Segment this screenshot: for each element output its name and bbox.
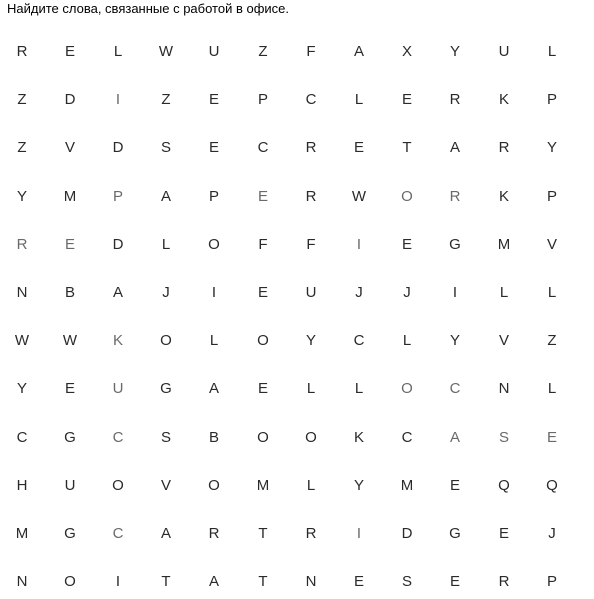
grid-letter[interactable]: C <box>257 139 269 157</box>
grid-letter[interactable]: D <box>64 91 76 109</box>
grid-letter[interactable]: Z <box>547 332 557 350</box>
grid-letter[interactable]: E <box>64 235 75 253</box>
grid-letter[interactable]: E <box>208 139 219 157</box>
grid-letter[interactable]: E <box>401 235 412 253</box>
grid-letter[interactable]: G <box>64 525 76 542</box>
grid-letter[interactable]: N <box>305 573 317 591</box>
grid-letter[interactable]: B <box>64 284 75 301</box>
grid-letter[interactable]: L <box>209 332 219 350</box>
grid-letter[interactable]: E <box>546 428 557 446</box>
grid-letter[interactable]: J <box>548 525 556 542</box>
grid-letter[interactable]: Y <box>353 476 364 494</box>
grid-letter[interactable]: Y <box>546 139 557 157</box>
grid-letter[interactable]: I <box>356 525 362 542</box>
grid-letter[interactable]: A <box>160 525 171 542</box>
grid-letter[interactable]: L <box>306 476 316 494</box>
grid-letter[interactable]: A <box>449 139 460 157</box>
grid-letter[interactable]: R <box>449 91 461 109</box>
grid-letter[interactable]: Y <box>305 332 316 350</box>
grid-letter[interactable]: W <box>351 187 367 205</box>
grid-letter[interactable]: T <box>258 525 268 542</box>
grid-letter[interactable]: W <box>62 332 78 350</box>
grid-letter[interactable]: L <box>354 91 364 109</box>
grid-letter[interactable]: M <box>63 187 77 205</box>
grid-letter[interactable]: O <box>257 428 269 446</box>
grid-letter[interactable]: F <box>306 235 316 253</box>
grid-row <box>0 558 594 599</box>
grid-letter[interactable]: O <box>401 380 413 398</box>
grid-row <box>0 317 594 365</box>
grid-letter[interactable]: R <box>498 573 510 591</box>
grid-letter[interactable]: U <box>305 284 317 301</box>
grid-letter[interactable]: L <box>161 235 171 253</box>
grid-letter[interactable]: K <box>353 428 364 446</box>
grid-letter[interactable]: S <box>160 139 171 157</box>
grid-letter[interactable]: L <box>306 380 316 398</box>
grid-letter[interactable]: O <box>208 476 220 494</box>
grid-letter[interactable]: P <box>546 187 557 205</box>
grid-letter[interactable]: H <box>16 476 28 494</box>
grid-letter[interactable]: J <box>355 284 363 301</box>
grid-letter[interactable]: Y <box>16 187 27 205</box>
grid-letter[interactable]: W <box>14 332 30 350</box>
grid-letter[interactable]: Z <box>17 139 27 157</box>
word-search-grid <box>0 28 594 593</box>
grid-letter[interactable]: U <box>112 380 124 398</box>
grid-letter[interactable]: G <box>64 428 76 446</box>
grid-letter[interactable]: C <box>449 380 461 398</box>
grid-letter[interactable]: T <box>161 573 171 591</box>
grid-letter[interactable]: P <box>546 91 557 109</box>
grid-letter[interactable]: R <box>16 235 28 253</box>
grid-letter[interactable]: E <box>257 187 268 205</box>
grid-letter[interactable]: R <box>305 525 317 542</box>
grid-letter[interactable]: E <box>498 525 509 542</box>
grid-letter[interactable]: O <box>305 428 317 446</box>
grid-letter[interactable]: W <box>158 43 174 60</box>
grid-letter[interactable]: L <box>547 43 557 60</box>
grid-letter[interactable]: A <box>160 187 171 205</box>
grid-letter[interactable]: F <box>258 235 268 253</box>
grid-row <box>0 28 594 76</box>
grid-letter[interactable]: K <box>498 187 509 205</box>
grid-letter[interactable]: C <box>353 332 365 350</box>
grid-letter[interactable]: C <box>112 428 124 446</box>
grid-letter[interactable]: Z <box>258 43 268 60</box>
grid-letter[interactable]: T <box>402 139 412 157</box>
grid-row <box>0 365 594 413</box>
grid-letter[interactable]: R <box>305 187 317 205</box>
grid-letter[interactable]: O <box>208 235 220 253</box>
grid-letter[interactable]: U <box>64 476 76 494</box>
grid-letter[interactable]: N <box>16 573 28 591</box>
grid-letter[interactable]: N <box>498 380 510 398</box>
grid-letter[interactable]: E <box>257 284 268 301</box>
grid-letter[interactable]: A <box>353 43 364 60</box>
grid-letter[interactable]: G <box>449 235 461 253</box>
grid-letter[interactable]: D <box>401 525 413 542</box>
grid-letter[interactable]: C <box>305 91 317 109</box>
grid-letter[interactable]: Y <box>449 43 460 60</box>
grid-letter[interactable]: V <box>546 235 557 253</box>
grid-letter[interactable]: L <box>402 332 412 350</box>
grid-letter[interactable]: A <box>208 573 219 591</box>
grid-row <box>0 173 594 221</box>
grid-letter[interactable]: J <box>403 284 411 301</box>
grid-letter[interactable]: P <box>257 91 268 109</box>
grid-letter[interactable]: U <box>498 43 510 60</box>
grid-letter[interactable]: P <box>546 573 557 591</box>
grid-letter[interactable]: A <box>449 428 460 446</box>
grid-letter[interactable]: D <box>112 235 124 253</box>
grid-letter[interactable]: L <box>547 284 557 301</box>
grid-letter[interactable]: V <box>64 139 75 157</box>
grid-row <box>0 510 594 558</box>
grid-letter[interactable]: I <box>211 284 217 301</box>
grid-letter[interactable]: O <box>257 332 269 350</box>
grid-letter[interactable]: B <box>208 428 219 446</box>
grid-row <box>0 462 594 510</box>
grid-letter[interactable]: U <box>208 43 220 60</box>
grid-letter[interactable]: K <box>112 332 123 350</box>
grid-letter[interactable]: O <box>160 332 172 350</box>
grid-letter[interactable]: I <box>115 91 121 109</box>
grid-letter[interactable]: N <box>16 284 28 301</box>
grid-row <box>0 414 594 462</box>
grid-row <box>0 76 594 124</box>
grid-letter[interactable]: E <box>64 43 75 60</box>
grid-letter[interactable]: S <box>160 428 171 446</box>
grid-letter[interactable]: C <box>401 428 413 446</box>
grid-letter[interactable]: L <box>113 43 123 60</box>
grid-letter[interactable]: E <box>401 91 412 109</box>
grid-letter[interactable]: Q <box>498 476 510 494</box>
grid-letter[interactable]: R <box>208 525 220 542</box>
grid-letter[interactable]: C <box>112 525 124 542</box>
grid-row <box>0 269 594 317</box>
grid-letter[interactable]: G <box>160 380 172 398</box>
grid-letter[interactable]: M <box>15 525 29 542</box>
grid-letter[interactable]: R <box>449 187 461 205</box>
grid-letter[interactable]: E <box>208 91 219 109</box>
grid-letter[interactable]: T <box>258 573 268 591</box>
grid-letter[interactable]: P <box>112 187 123 205</box>
grid-letter[interactable]: M <box>256 476 270 494</box>
grid-letter[interactable]: Z <box>161 91 171 109</box>
grid-letter[interactable]: E <box>449 573 460 591</box>
grid-letter[interactable]: F <box>306 43 316 60</box>
grid-letter[interactable]: O <box>64 573 76 591</box>
grid-row <box>0 124 594 172</box>
grid-letter[interactable]: G <box>449 525 461 542</box>
grid-letter[interactable]: K <box>498 91 509 109</box>
grid-row <box>0 221 594 269</box>
grid-letter[interactable]: P <box>208 187 219 205</box>
grid-letter[interactable]: E <box>257 380 268 398</box>
grid-letter[interactable]: A <box>112 284 123 301</box>
grid-letter[interactable]: L <box>499 284 509 301</box>
grid-letter[interactable]: C <box>16 428 28 446</box>
instruction-text: Найдите слова, связанные с работой в офисе. <box>7 1 290 16</box>
grid-letter[interactable]: E <box>353 139 364 157</box>
grid-letter[interactable]: M <box>400 476 414 494</box>
grid-letter[interactable]: E <box>64 380 75 398</box>
grid-letter[interactable]: A <box>208 380 219 398</box>
grid-letter[interactable]: J <box>162 284 170 301</box>
grid-letter[interactable]: M <box>497 235 511 253</box>
grid-letter[interactable]: D <box>112 139 124 157</box>
grid-letter[interactable]: V <box>160 476 171 494</box>
grid-letter[interactable]: I <box>452 284 458 301</box>
grid-letter[interactable]: I <box>115 573 121 591</box>
grid-letter[interactable]: E <box>449 476 460 494</box>
grid-letter[interactable]: Z <box>17 91 27 109</box>
grid-letter[interactable]: S <box>498 428 509 446</box>
grid-letter[interactable]: I <box>356 235 362 253</box>
grid-letter[interactable]: S <box>401 573 412 591</box>
grid-letter[interactable]: Q <box>546 476 558 494</box>
grid-letter[interactable]: V <box>498 332 509 350</box>
grid-letter[interactable]: O <box>401 187 413 205</box>
grid-letter[interactable]: L <box>354 380 364 398</box>
grid-letter[interactable]: R <box>305 139 317 157</box>
grid-letter[interactable]: E <box>353 573 364 591</box>
grid-letter[interactable]: Y <box>449 332 460 350</box>
grid-letter[interactable]: X <box>401 43 412 60</box>
grid-letter[interactable]: R <box>498 139 510 157</box>
grid-letter[interactable]: R <box>16 43 28 60</box>
grid-letter[interactable]: L <box>547 380 557 398</box>
grid-letter[interactable]: O <box>112 476 124 494</box>
grid-letter[interactable]: Y <box>16 380 27 398</box>
